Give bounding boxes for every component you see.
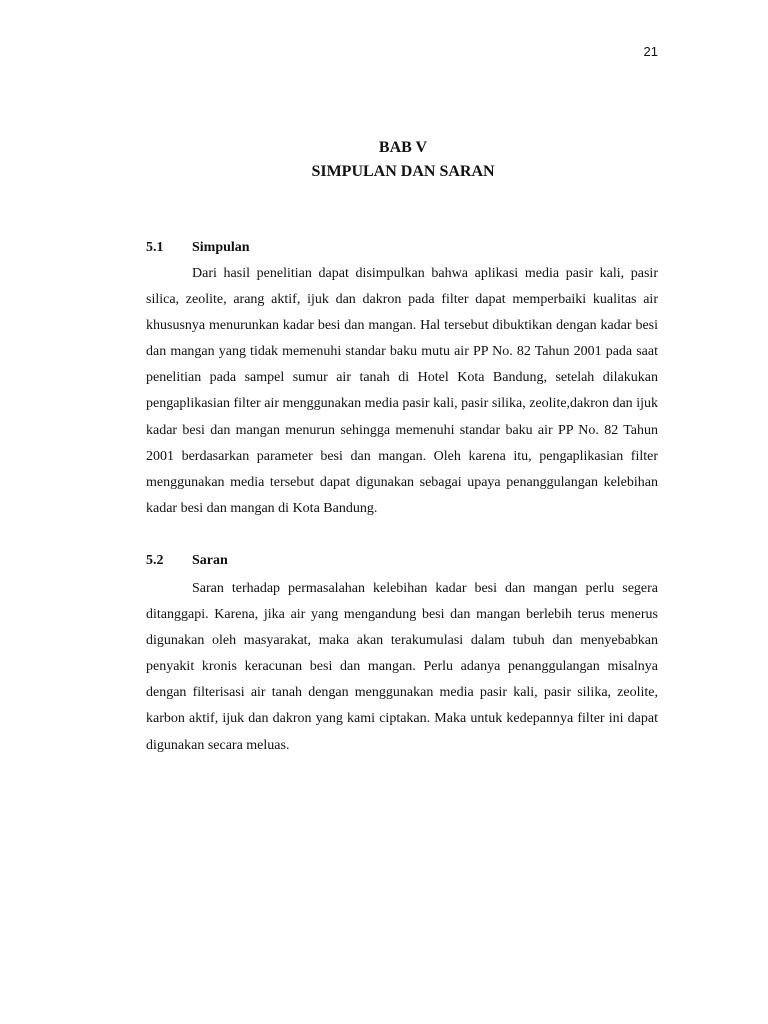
section-number: 5.2	[146, 553, 164, 568]
simpulan-paragraph: Dari hasil penelitian dapat disimpulkan bahwa aplikasi media pasir kali, pasir silica, zeolite, arang aktif, ijuk dan dakron pada filter dapat memperbaiki kualitas air khususnya menurunkan kadar besi dan mangan. Hal tersebut dibuktikan dengan kadar besi dan mangan yang tidak memenuhi standar baku mutu air PP No. 82 Tahun 2001 pada saat penelitian pada sampel sumur air tanah di Hotel Kota Bandung, setelah dilakukan pengaplikasian filter air menggunakan media pasir kali, pasir silika, zeolite,dakron dan ijuk kadar besi dan mangan menurun sehingga memenuhi standar baku air PP No. 82 Tahun 2001 berdasarkan parameter besi dan mangan. Oleh karena itu, pengaplikasian filter menggunakan media tersebut dapat digunakan sebagai upaya penanggulangan kelebihan kadar besi dan mangan di Kota Bandung.	[146, 266, 658, 516]
chapter-heading	[0, 136, 768, 184]
chapter-label: BAB V	[378, 139, 428, 156]
section-title: Simpulan	[192, 240, 250, 255]
saran-paragraph: Saran terhadap permasalahan kelebihan kadar besi dan mangan perlu segera ditanggapi. Karena, jika air yang mengandung besi dan mangan berlebih terus menerus digunakan oleh masyarakat, maka akan terakumulasi dalam tubuh dan menyebabkan penyakit kronis keracunan besi dan mangan. Perlu adanya penanggulangan misalnya dengan filterisasi air tanah dengan menggunakan media pasir kali, pasir silika, zeolite, karbon aktif, ijuk dan dakron yang kami ciptakan. Maka untuk kedepannya filter ini dapat digunakan secara meluas.	[146, 581, 658, 753]
section-number: 5.1	[146, 240, 164, 255]
section-title: Saran	[192, 553, 228, 568]
section-heading-saran	[146, 551, 228, 571]
section-heading-simpulan	[146, 238, 250, 258]
chapter-title: SIMPULAN DAN SARAN	[311, 163, 495, 180]
page-number: 21	[643, 44, 658, 59]
